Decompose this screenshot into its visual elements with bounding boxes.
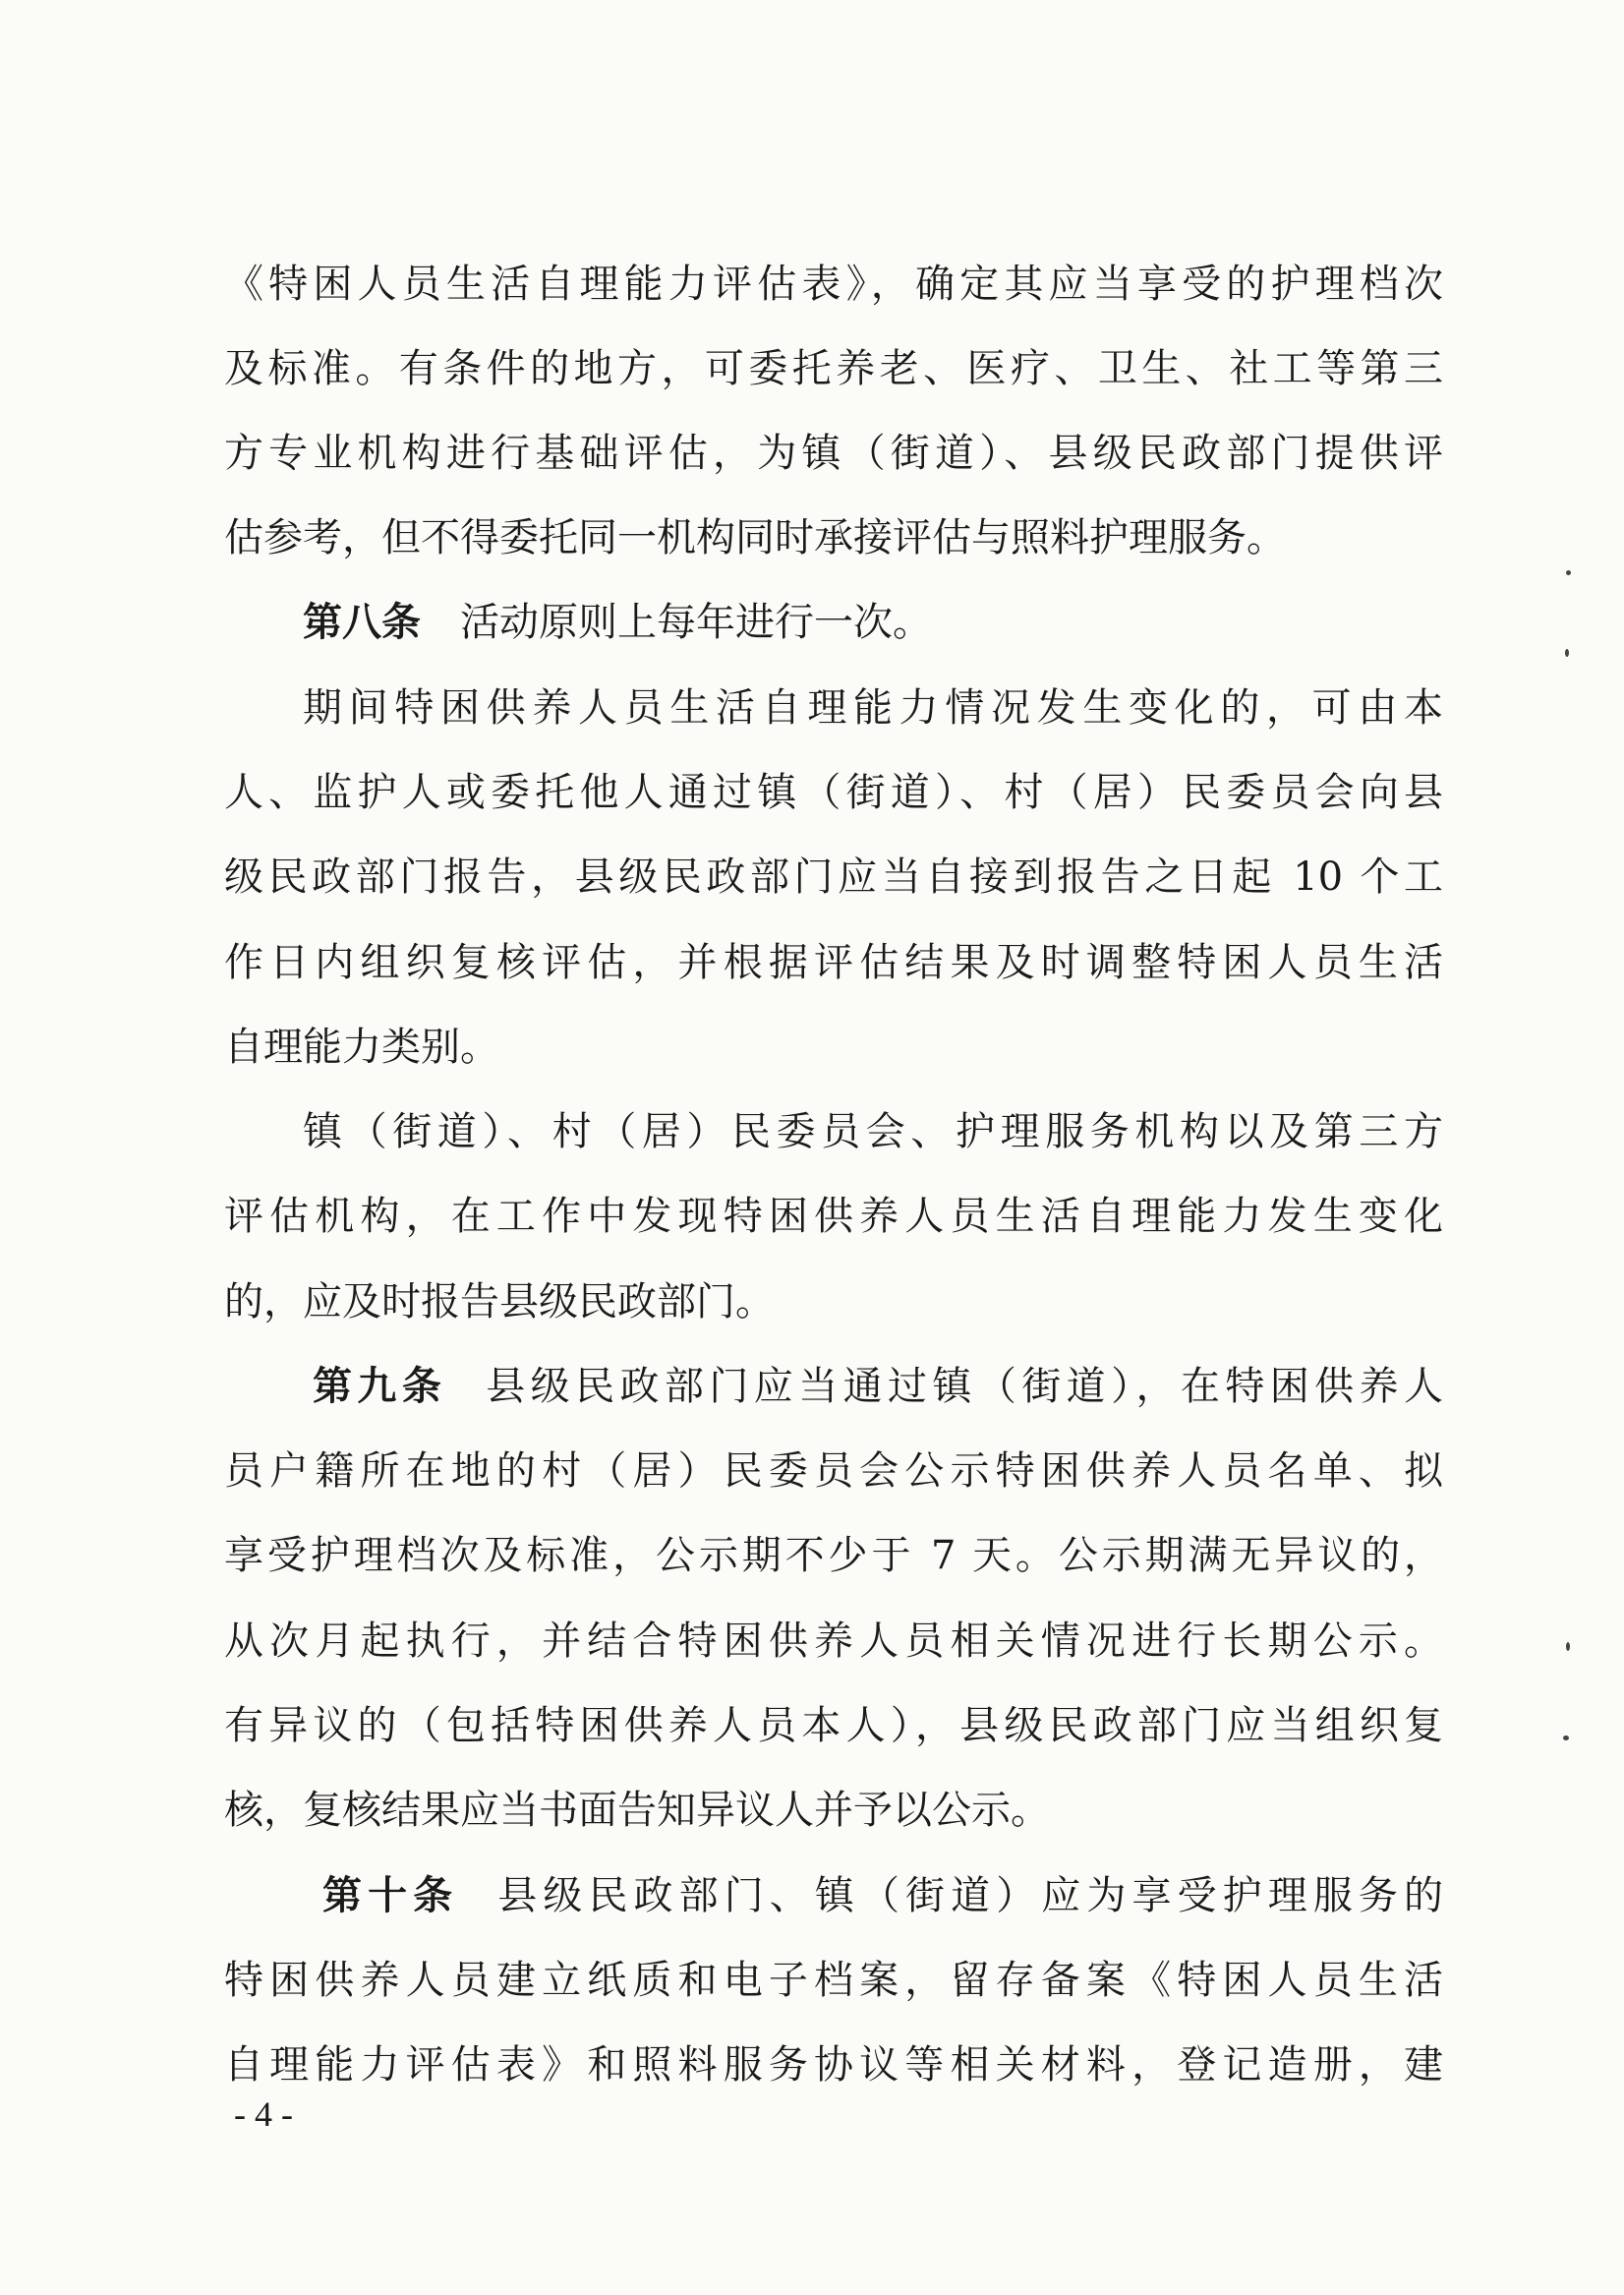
page-number: - 4 - xyxy=(234,2094,293,2134)
text-line: 作日内组织复核评估，并根据评估结果及时调整特困人员生活 xyxy=(224,940,1443,985)
text-line: 自理能力类别。 xyxy=(224,1025,499,1070)
text-line: 期间特困供养人员生活自理能力情况发生变化的，可由本 xyxy=(303,685,1443,731)
scan-speck xyxy=(1566,1642,1570,1651)
article-text: 县级民政部门、镇（街道）应为享受护理服务的 xyxy=(497,1873,1444,1918)
text-line: 估参考，但不得委托同一机构同时承接评估与照料护理服务。 xyxy=(224,515,1286,560)
article-label: 第九条 xyxy=(313,1364,447,1409)
text-line: 方专业机构进行基础评估，为镇（街道）、县级民政部门提供评 xyxy=(224,431,1443,476)
text-line: 员户籍所在地的村（居）民委员会公示特困供养人员名单、拟 xyxy=(224,1448,1443,1494)
text-line: 的，应及时报告县级民政部门。 xyxy=(224,1279,775,1324)
text-line: 镇（街道）、村（居）民委员会、护理服务机构以及第三方 xyxy=(303,1109,1443,1154)
text-line: 级民政部门报告，县级民政部门应当自接到报告之日起 10 个工 xyxy=(224,854,1443,900)
text-line: 评估机构，在工作中发现特困供养人员生活自理能力发生变化 xyxy=(224,1194,1443,1239)
article-9-heading xyxy=(313,1357,1443,1416)
scan-speck xyxy=(1565,649,1569,657)
text-line: 《特困人员生活自理能力评估表》，确定其应当享受的护理档次 xyxy=(224,262,1443,307)
text-line: 人、监护人或委托他人通过镇（街道）、村（居）民委员会向县 xyxy=(224,770,1443,815)
article-8-heading xyxy=(303,593,1443,652)
scan-speck xyxy=(1563,1736,1569,1740)
text-line: 特困供养人员建立纸质和电子档案，留存备案《特困人员生活 xyxy=(224,1958,1443,2003)
article-label: 第八条 xyxy=(303,600,421,645)
text-line: 自理能力评估表》和照料服务协议等相关材料，登记造册，建 xyxy=(224,2042,1443,2088)
text-line: 享受护理档次及标准，公示期不少于 7 天。公示期满无异议的， xyxy=(224,1533,1443,1578)
article-10-heading xyxy=(322,1866,1443,1925)
text-line: 核，复核结果应当书面告知异议人并予以公示。 xyxy=(224,1788,1050,1833)
scan-speck xyxy=(1566,570,1571,575)
text-line: 有异议的（包括特困供养人员本人），县级民政部门应当组织复 xyxy=(224,1703,1443,1748)
article-text: 县级民政部门应当通过镇（街道），在特困供养人 xyxy=(486,1364,1443,1409)
article-label: 第十条 xyxy=(322,1873,459,1918)
text-line: 从次月起执行，并结合特困供养人员相关情况进行长期公示。 xyxy=(224,1618,1443,1664)
text-line: 及标准。有条件的地方，可委托养老、医疗、卫生、社工等第三 xyxy=(224,346,1443,391)
article-text: 活动原则上每年进行一次。 xyxy=(460,600,932,645)
